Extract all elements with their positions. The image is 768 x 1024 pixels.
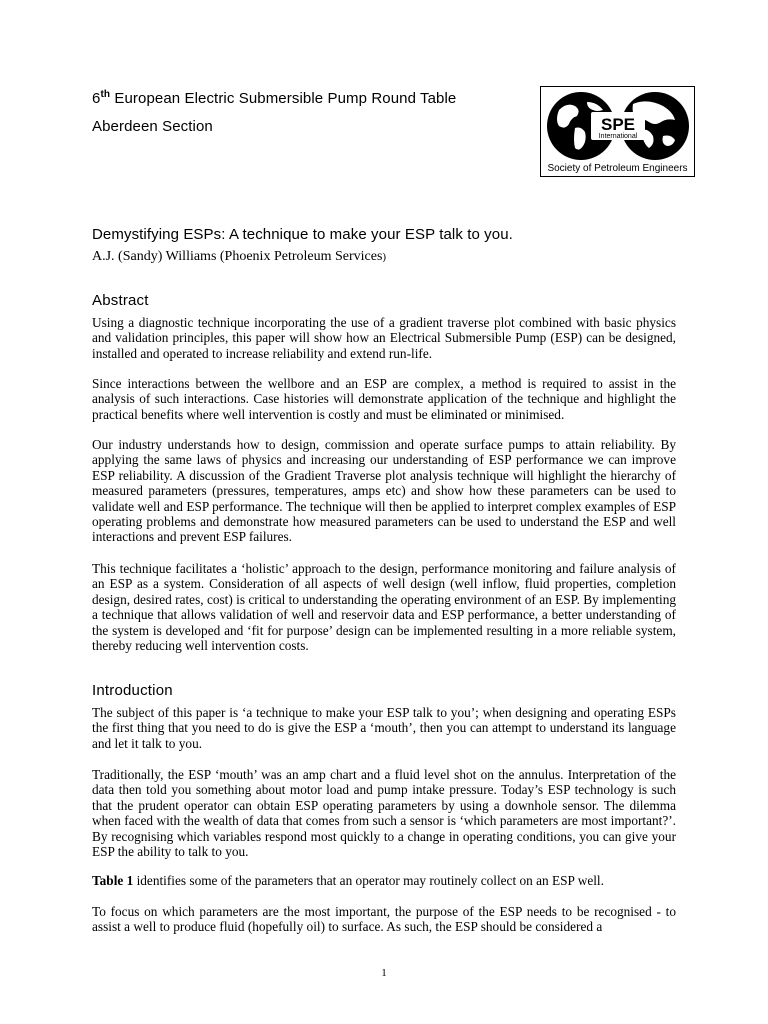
logo-caption: Society of Petroleum Engineers: [547, 163, 688, 174]
abstract-paragraph: This technique facilitates a ‘holistic’ approach to the design, performance monitoring and failure analysis of an ESP as a system. Consideration of all aspects of well design (well inflow, fluid properties, completion design, desired rates, cost) is critical to understanding the operating environment of an ESP. By implementing a technique that allows validation of well and reservoir data and ESP performance, a better understanding of the system is developed and ‘fit for purpose’ design can be implemented resulting in a more reliable system, thereby reducing well intervention costs.: [92, 561, 676, 654]
authors-close: ): [382, 251, 387, 263]
conference-title: [92, 88, 532, 110]
introduction-paragraph: To focus on which parameters are the most important, the purpose of the ESP needs to be recognised - to assist a well to produce fluid (hopefully oil) to surface. As such, the ESP should be considered a: [92, 904, 676, 935]
spe-globes-logo: [545, 90, 691, 162]
logo-brand: SPE: [600, 115, 636, 134]
conference-section: Aberdeen Section: [92, 118, 213, 135]
authors-text: A.J. (Sandy) Williams (Phoenix Petroleum Services: [92, 249, 383, 264]
page-number: 1: [381, 967, 387, 979]
abstract-paragraph: Our industry understands how to design, commission and operate surface pumps to attain reliability. By applying the same laws of physics and increasing our understanding of ESP performance we can improve ESP reliability. A discussion of the Gradient Traverse plot analysis technique will highlight the hierarchy of measured parameters (pressures, temperatures, amps etc) and show how these parameters can be used to validate well and ESP performance. The technique will then be applied to interpret complex examples of ESP operating problems and demonstrate how measured parameters can be used to understand the ESP and well interactions and prevent ESP failures.: [92, 437, 676, 545]
table-reference-text: identifies some of the parameters that an operator may routinely collect on an ESP well.: [133, 873, 604, 888]
paper-title: Demystifying ESPs: A technique to make your ESP talk to you.: [92, 226, 513, 243]
table-reference-paragraph: [92, 873, 676, 888]
conference-ordinal: th: [100, 89, 111, 100]
paper-authors: [92, 248, 692, 266]
abstract-heading: Abstract: [92, 292, 149, 309]
spe-logo: [540, 86, 695, 177]
logo-sub: International: [598, 133, 638, 140]
introduction-heading: Introduction: [92, 682, 173, 699]
table-reference-label: Table 1: [92, 873, 134, 888]
conference-number: 6: [92, 90, 101, 107]
conference-name: European Electric Submersible Pump Round Table: [110, 90, 457, 107]
introduction-paragraph: Traditionally, the ESP ‘mouth’ was an amp chart and a fluid level shot on the annulus. Interpretation of the data then told you something about motor load and pump intake pressure. Today’s ESP technology is such that the prudent operator can obtain ESP operating parameters by using a downhole sensor. The dilemma when faced with the wealth of data that comes from such a sensor is ‘which parameters are most important?’. By recognising which variables respond most quickly to a change in operating conditions, you can give your ESP the ability to talk to you.: [92, 767, 676, 860]
conference-header: [92, 88, 532, 138]
abstract-paragraph: Using a diagnostic technique incorporating the use of a gradient traverse plot combined with basic physics and validation principles, this paper will show how an Electrical Submersible Pump (ESP) can be designed, installed and operated to increase reliability and extend run-life.: [92, 315, 676, 361]
abstract-paragraph: Since interactions between the wellbore and an ESP are complex, a method is required to assist in the analysis of such interactions. Case histories will demonstrate application of the technique and highlight the practical benefits where well intervention is costly and must be eliminated or minimised.: [92, 376, 676, 422]
introduction-paragraph: The subject of this paper is ‘a technique to make your ESP talk to you’; when designing and operating ESPs the first thing that you need to do is give the ESP a ‘mouth’, then you can attempt to understand its language and let it talk to you.: [92, 705, 676, 751]
